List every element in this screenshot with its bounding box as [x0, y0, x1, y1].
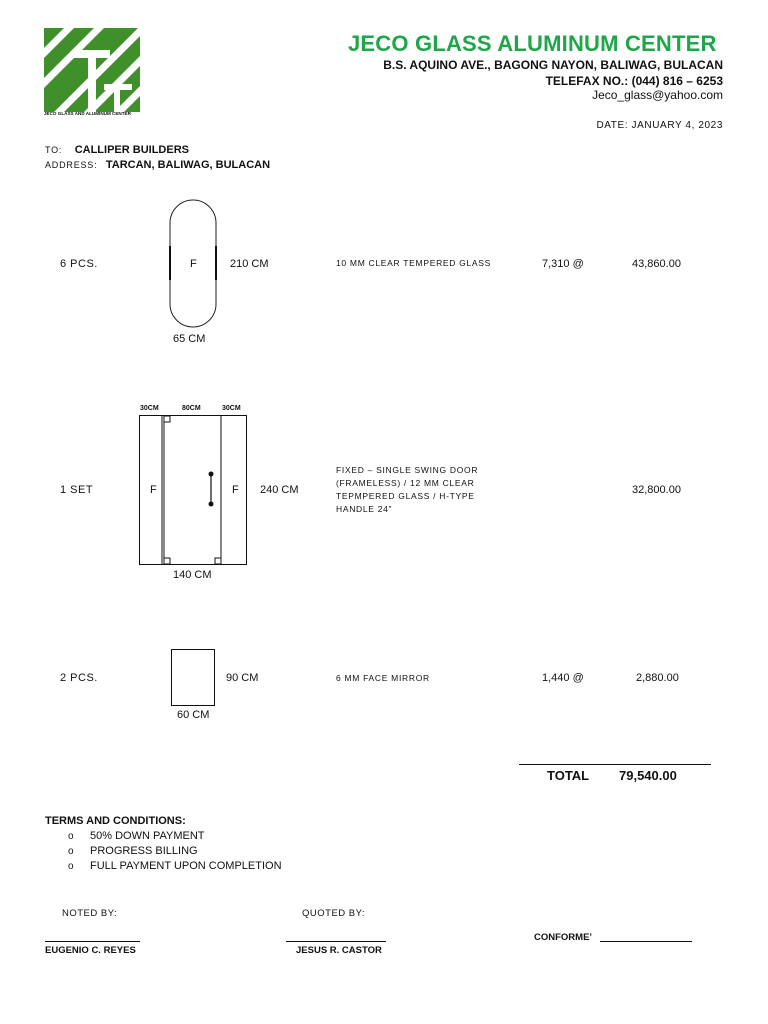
item-2-height: 240 CM [260, 484, 299, 496]
item-3-unit-price: 1,440 @ [542, 672, 584, 684]
item-2-width: 140 CM [173, 569, 212, 581]
conforme-label: CONFORME’ [534, 932, 593, 943]
term-item [68, 829, 282, 844]
handle-bottom-knob [209, 502, 214, 507]
item-2-fixed-left: F [150, 484, 157, 496]
term-item [68, 859, 282, 874]
item-2-description-line-4: HANDLE 24” [336, 504, 393, 514]
item-1-description: 10 MM CLEAR TEMPERED GLASS [336, 258, 492, 268]
item-2-description-line-3: TEPMPERED GLASS / H-TYPE [336, 491, 475, 501]
item-2-segment-right: 30CM [222, 405, 241, 412]
item-3-qty: 2 PCS. [60, 672, 98, 684]
item-2-description-line-1: FIXED – SINGLE SWING DOOR [336, 465, 479, 475]
noted-name: EUGENIO C. REYES [45, 945, 136, 956]
client-name: CALLIPER BUILDERS [74, 144, 189, 156]
handle-top-knob [209, 472, 214, 477]
company-telefax: TELEFAX NO.: (044) 816 – 6253 [545, 74, 723, 88]
quote-date: DATE: JANUARY 4, 2023 [596, 120, 723, 131]
term-text: PROGRESS BILLING [90, 845, 198, 857]
company-logo [44, 28, 140, 116]
item-2-amount: 32,800.00 [632, 484, 681, 496]
total-rule [519, 764, 711, 765]
item-1-height: 210 CM [230, 258, 269, 270]
term-item [68, 844, 282, 859]
company-name: JECO GLASS ALUMINUM CENTER [348, 31, 717, 56]
item-1-qty: 6 PCS. [60, 258, 98, 270]
item-2-segment-left: 30CM [140, 405, 159, 412]
logo-graphic [44, 28, 140, 112]
conforme-signature-line [600, 941, 692, 942]
item-1-unit-price: 7,310 @ [542, 258, 584, 270]
noted-signature-line [45, 941, 140, 942]
item-3-height: 90 CM [226, 672, 259, 684]
item-3-description: 6 MM FACE MIRROR [336, 673, 430, 683]
quoted-by-label: QUOTED BY: [302, 908, 366, 919]
logo-caption: JECO GLASS AND ALUMINUM CENTER [44, 111, 131, 116]
bullet-icon: o [68, 861, 74, 872]
terms-title: TERMS AND CONDITIONS: [45, 815, 186, 827]
item-3-amount: 2,880.00 [636, 672, 679, 684]
mirror-outline [172, 650, 215, 706]
item-1-fixed-label: F [190, 258, 197, 270]
item-2-segment-mid: 80CM [182, 405, 201, 412]
item-3-mirror-drawing [171, 649, 217, 707]
term-text: 50% DOWN PAYMENT [90, 830, 205, 842]
total-label: TOTAL [547, 768, 590, 783]
term-text: FULL PAYMENT UPON COMPLETION [90, 860, 282, 872]
company-address: B.S. AQUINO AVE., BAGONG NAYON, BALIWAG, BULACAN [383, 58, 723, 72]
bullet-icon: o [68, 831, 74, 842]
bottom-hinge [164, 558, 170, 564]
address-label: ADDRESS: [45, 160, 98, 170]
total-value: 79,540.00 [619, 768, 677, 783]
floor-lock [215, 558, 221, 564]
item-2-description [336, 464, 478, 516]
item-2-description-line-2: (FRAMELESS) / 12 MM CLEAR [336, 478, 475, 488]
client-address: TARCAN, BALIWAG, BULACAN [105, 159, 271, 171]
item-2-fixed-right: F [232, 484, 239, 496]
bullet-icon: o [68, 846, 74, 857]
company-email: Jeco_glass@yahoo.com [592, 88, 723, 102]
item-3-width: 60 CM [177, 709, 210, 721]
item-1-width: 65 CM [173, 333, 206, 345]
quoted-signature-line [286, 941, 386, 942]
noted-by-label: NOTED BY: [62, 908, 118, 919]
terms-list [68, 829, 282, 874]
top-hinge [164, 416, 170, 422]
to-label: TO: [45, 145, 63, 155]
item-1-amount: 43,860.00 [632, 258, 681, 270]
quoted-name: JESUS R. CASTOR [296, 945, 382, 956]
item-2-qty: 1 SET [60, 484, 94, 496]
client-address-row [45, 155, 270, 173]
